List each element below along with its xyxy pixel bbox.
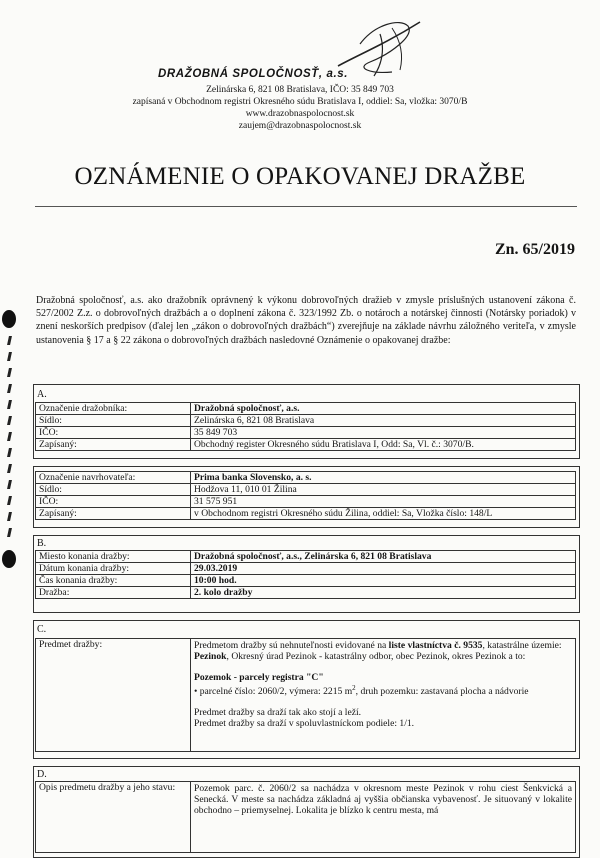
parcel-item: • parcelné číslo: 2060/2, výmera: 2215 $m^2$, druh pozemku: zastavaná plocha a nádvorie: [194, 684, 529, 698]
section-a-letter: A.: [37, 389, 47, 400]
table-row: Dátum konania dražby: 29.03.2019: [36, 563, 576, 575]
binding-hole: [2, 310, 16, 328]
company-website: www.drazobnaspolocnost.sk: [245, 109, 355, 119]
company-registration: zapísaná v Obchodnom registri Okresného súdu Bratislava I, oddiel: Sa, vložka: 3070/B: [132, 97, 468, 107]
table-row: Sídlo: Hodžova 11, 010 01 Žilina: [36, 484, 576, 496]
section-b-letter: B.: [37, 538, 47, 549]
property-description: Pozemok parc. č. 2060/2 sa nachádza v okresnom meste Pezinok v rohu ciest Šenkvická a Senecká. V meste sa nachádza základná aj vyššia občianska vybavenosť. Je situovaný v lokalite obchodno – priemyselnej. Lokalita je blízko k centru mesta, má: [191, 782, 576, 853]
auction-details-table: [35, 550, 576, 599]
table-row: Označenie navrhovateľa: Prima banka Slovensko, a. s.: [36, 472, 576, 484]
title-rule: [35, 206, 577, 207]
company-address: Zelinárska 6, 821 08 Bratislava, IČO: 35 849 703: [206, 85, 394, 95]
table-row: Zapísaný: Obchodný register Okresného súdu Bratislava I, Odd: Sa, Vl. č.: 3070/B.: [36, 439, 576, 451]
table-row: IČO: 31 575 951: [36, 496, 576, 508]
subject-description: Predmetom dražby sú nehnuteľnosti evidované na liste vlastníctva č. 9535, katastrálne územie: Pezinok, Okresný úrad Pezinok - katastrálny odbor, obec Pezinok, okres Pezinok a to: Pozemok - parcely registra "C" • parcelné číslo: 2060/2, výmera: 2215 $m^2$, druh pozemku: zastavaná plocha a nádvorie Predmet dražby sa draží tak ako stojí a leží. Predmet dražby sa draží v spoluvlastníckom podiele: 1/1.: [191, 639, 576, 752]
subject-table: [35, 638, 576, 752]
table-row: Zapísaný: v Obchodnom registri Okresného súdu Žilina, oddiel: Sa, Vložka číslo: 148/L: [36, 508, 576, 520]
auctioneer-table: [35, 402, 576, 451]
company-name: DRAŽOBNÁ SPOLOČNOSŤ, a.s.: [158, 68, 349, 80]
table-row: Opis predmetu dražby a jeho stavu: Pozemok parc. č. 2060/2 sa nachádza v okresnom meste Pezinok v rohu ciest Šenkvická a Senecká. V meste sa nachádza základná aj vyššia občianska vybavenosť. Je situovaný v lokalite obchodno – priemyselnej. Lokalita je blízko k centru mesta, má: [36, 782, 576, 853]
table-row: Sídlo: Zelinárska 6, 821 08 Bratislava: [36, 415, 576, 427]
document-title: OZNÁMENIE O OPAKOVANEJ DRAŽBE: [74, 163, 526, 190]
table-row: Označenie dražobníka: Dražobná spoločnosť, a.s.: [36, 403, 576, 415]
company-email: zaujem@drazobnaspolocnost.sk: [238, 121, 362, 131]
table-row: Dražba: 2. kolo dražby: [36, 587, 576, 599]
binding-marks: [2, 300, 18, 590]
section-c-letter: C.: [37, 624, 47, 635]
section-d-letter: D.: [37, 769, 47, 780]
table-row: IČO: 35 849 703: [36, 427, 576, 439]
proposer-table: [35, 471, 576, 520]
description-table: [35, 781, 576, 853]
table-row: Predmet dražby: Predmetom dražby sú nehnuteľnosti evidované na liste vlastníctva č. 9535, katastrálne územie: Pezinok, Okresný úrad Pezinok - katastrálny odbor, obec Pezinok, okres Pezinok a to: Pozemok - parcely registra "C" • parcelné číslo: 2060/2, výmera: 2215 $m^2$, druh pozemku: zastavaná plocha a nádvorie Predmet dražby sa draží tak ako stojí a leží. Predmet dražby sa draží v spoluvlastníckom podiele: 1/1.: [36, 639, 576, 752]
reference-number: Zn. 65/2019: [494, 241, 575, 258]
subject-share: Predmet dražby sa draží v spoluvlastníckom podiele: 1/1.: [194, 718, 415, 730]
table-row: Miesto konania dražby: Dražobná spoločnosť, a.s., Zelinárska 6, 821 08 Bratislava: [36, 551, 576, 563]
table-row: Čas konania dražby: 10:00 hod.: [36, 575, 576, 587]
intro-paragraph: Dražobná spoločnosť, a.s. ako dražobník oprávnený k výkonu dobrovoľných dražieb v zmysle príslušných ustanovení zákona č. 527/2002 Z.z. o dobrovoľných dražbách a o doplnení zákona č. 323/1992 Zb. o notároch a notárskej činnosti (Notársky poriadok) v znení neskorších predpisov (ďalej len „zákon o dobrovoľných dražbách“) zverejňuje na základe návrhu záložného veriteľa, v zmysle ustanovenia § 17 a § 22 zákona o dobrovoľných dražbách nasledovné Oznámenie o opakovanej dražbe:: [36, 295, 576, 346]
subject-condition: Predmet dražby sa draží tak ako stojí a leží.: [194, 707, 362, 719]
binding-hole: [2, 550, 16, 568]
company-contact-block: [0, 84, 600, 132]
parcel-heading: Pozemok - parcely registra "C": [194, 672, 324, 683]
